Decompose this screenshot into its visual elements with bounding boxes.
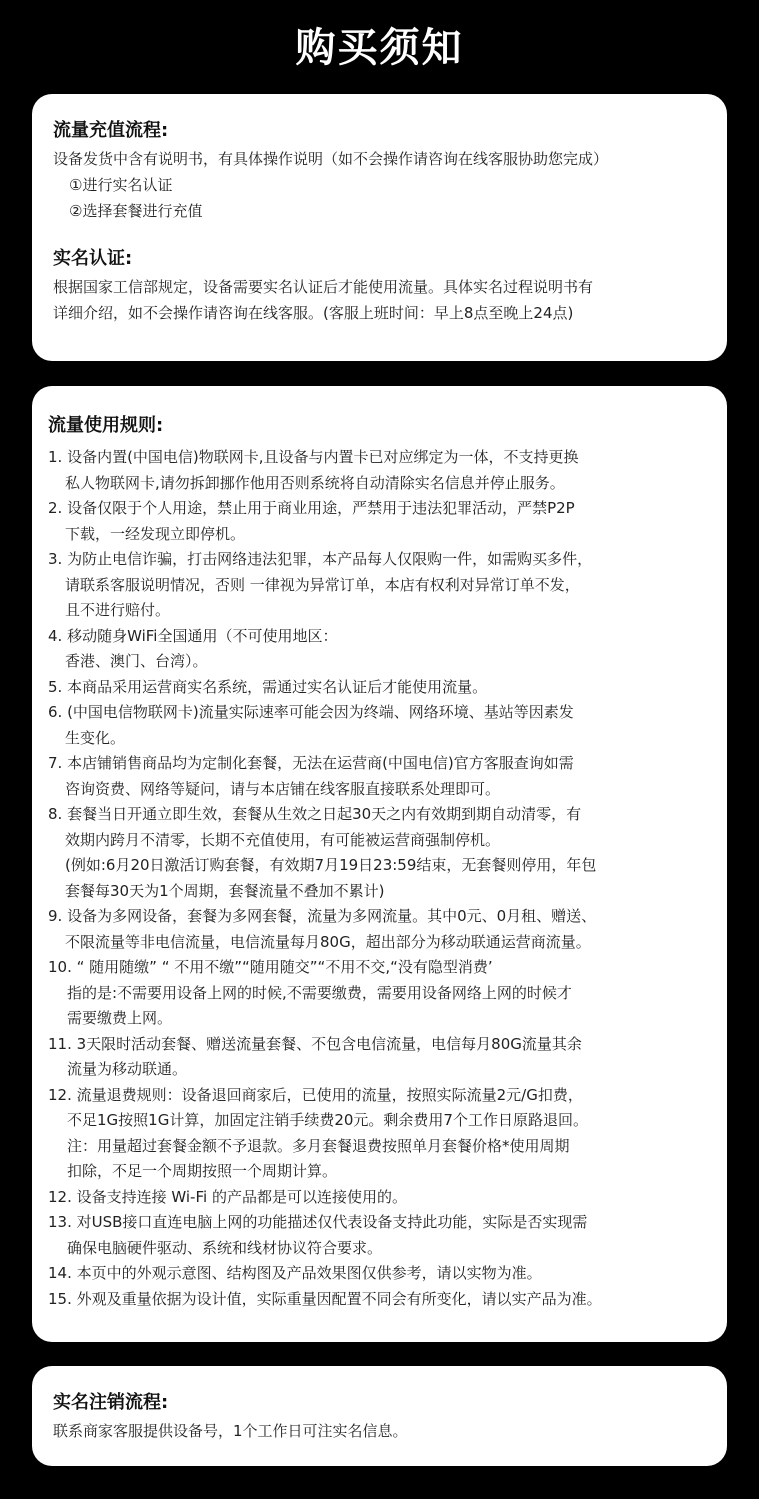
rule-line: 11. 3天限时活动套餐、赠送流量套餐、不包含电信流量，电信每月80G流量其余 <box>48 1034 582 1053</box>
recharge-intro: 设备发货中含有说明书，有具体操作说明（如不会操作请咨询在线客服协助您完成） <box>53 150 609 168</box>
rule-line: 9. 设备为多网设备，套餐为多网套餐，流量为多网流量。其中0元、0月租、赠送、 <box>48 907 597 925</box>
rule-line-continued: 注：用量超过套餐金额不予退款。多月套餐退费按照单月套餐价格*使用周期 <box>67 1136 570 1155</box>
rule-line: 14. 本页中的外观示意图、结构图及产品效果图仅供参考，请以实物为准。 <box>48 1264 542 1282</box>
cancel-heading: 实名注销流程: <box>53 1392 169 1413</box>
recharge-heading: 流量充值流程: <box>53 120 169 141</box>
rule-item <box>48 802 715 904</box>
page-title: 购买须知 <box>295 25 464 71</box>
rule-line-continued: 需要缴费上网。 <box>67 1009 173 1027</box>
rule-item <box>48 904 715 955</box>
rule-item <box>48 700 715 751</box>
realname-line-1: 根据国家工信部规定，设备需要实名认证后才能使用流量。具体实名过程说明书有 <box>53 278 594 296</box>
rule-item <box>48 675 715 701</box>
rule-line-continued: 请联系客服说明情况，否则 一律视为异常订单，本店有权利对异常订单不发， <box>65 575 580 594</box>
rule-line: 1. 设备内置(中国电信)物联网卡,且设备与内置卡已对应绑定为一体，不支持更换 <box>48 448 579 466</box>
rule-item <box>48 1032 715 1083</box>
rule-line: 4. 移动随身WiFi全国通用（不可使用地区： <box>48 626 338 645</box>
rule-line: 7. 本店铺销售商品均为定制化套餐，无法在运营商(中国电信)官方客服查询如需 <box>48 754 574 772</box>
rule-line-continued: 不限流量等非电信流量，电信流量每月80G，超出部分为移动联通运营商流量。 <box>65 932 591 951</box>
rule-item <box>48 1287 715 1313</box>
rule-line-continued: 确保电脑硬件驱动、系统和线材协议符合要求。 <box>67 1238 383 1257</box>
rule-line: 5. 本商品采用运营商实名系统，需通过实名认证后才能使用流量。 <box>48 677 488 696</box>
rule-line-continued: 扣除，不足一个周期按照一个周期计算。 <box>67 1162 338 1180</box>
rule-item <box>48 751 715 802</box>
rule-item <box>48 547 715 624</box>
rule-item <box>48 955 715 1032</box>
rule-line-continued: 指的是:不需要用设备上网的时候,不需要缴费，需要用设备网络上网的时候才 <box>67 983 572 1002</box>
cancel-card <box>32 1366 727 1466</box>
recharge-step-1: ①进行实名认证 <box>69 176 173 194</box>
rule-item <box>48 1185 715 1211</box>
rule-item <box>48 496 715 547</box>
rule-line: 15. 外观及重量依据为设计值，实际重量因配置不同会有所变化，请以实产品为准。 <box>48 1289 602 1308</box>
rule-item <box>48 1261 715 1287</box>
rule-line-continued: 咨询资费、网络等疑问，请与本店铺在线客服直接联系处理即可。 <box>65 779 501 798</box>
rule-item <box>48 1210 715 1261</box>
rule-line: 6. (中国电信物联网卡)流量实际速率可能会因为终端、网络环境、基站等因素发 <box>48 703 574 721</box>
rule-line-continued: 套餐每30天为1个周期，套餐流量不叠加不累计) <box>65 881 385 900</box>
rule-line: 13. 对USB接口直连电脑上网的功能描述仅代表设备支持此功能，实际是否实现需 <box>48 1213 588 1231</box>
rule-line-continued: 香港、澳门、台湾）。 <box>65 652 208 670</box>
rule-line: 12. 流量退费规则：设备退回商家后，已使用的流量，按照实际流量2元/G扣费， <box>48 1085 583 1104</box>
rule-line-continued: (例如:6月20日激活订购套餐，有效期7月19日23:59结束，无套餐则停用，年包 <box>65 856 597 874</box>
rule-line: 12. 设备支持连接 Wi-Fi 的产品都是可以连接使用的。 <box>48 1187 407 1206</box>
rules-list <box>48 445 715 1312</box>
rule-line: 10. “ 随用随缴” “ 不用不缴”“随用随交”“不用不交,“没有隐型消费’ <box>48 958 493 976</box>
rules-card <box>32 386 727 1342</box>
rule-line: 3. 为防止电信诈骗，打击网络违法犯罪，本产品每人仅限购一件，如需购买多件， <box>48 550 593 568</box>
rules-heading: 流量使用规则: <box>48 415 164 436</box>
rule-line-continued: 效期内跨月不清零，长期不充值使用，有可能被运营商强制停机。 <box>65 830 501 849</box>
rule-line-continued: 且不进行赔付。 <box>65 601 171 619</box>
rule-line-continued: 下载，一经发现立即停机。 <box>65 524 246 543</box>
rule-line-continued: 流量为移动联通。 <box>67 1060 188 1078</box>
rule-line: 8. 套餐当日开通立即生效，套餐从生效之日起30天之内有效期到期自动清零，有 <box>48 805 582 823</box>
rule-line-continued: 生变化。 <box>65 728 126 747</box>
recharge-step-2: ②选择套餐进行充值 <box>69 202 203 220</box>
recharge-realname-card <box>32 94 727 361</box>
cancel-text: 联系商家客服提供设备号，1个工作日可注实名信息。 <box>53 1422 408 1440</box>
rule-line-continued: 不足1G按照1G计算，加固定注销手续费20元。剩余费用7个工作日原路退回。 <box>67 1111 588 1129</box>
realname-heading: 实名认证: <box>53 248 133 269</box>
rule-item <box>48 1083 715 1185</box>
rule-item <box>48 624 715 675</box>
rule-line: 2. 设备仅限于个人用途，禁止用于商业用途，严禁用于违法犯罪活动，严禁P2P <box>48 499 575 517</box>
realname-line-2: 详细介绍，如不会操作请咨询在线客服。(客服上班时间：早上8点至晚上24点) <box>53 304 574 322</box>
rule-line-continued: 私人物联网卡,请勿拆卸挪作他用否则系统将自动清除实名信息并停止服务。 <box>65 473 565 492</box>
rule-item <box>48 445 715 496</box>
